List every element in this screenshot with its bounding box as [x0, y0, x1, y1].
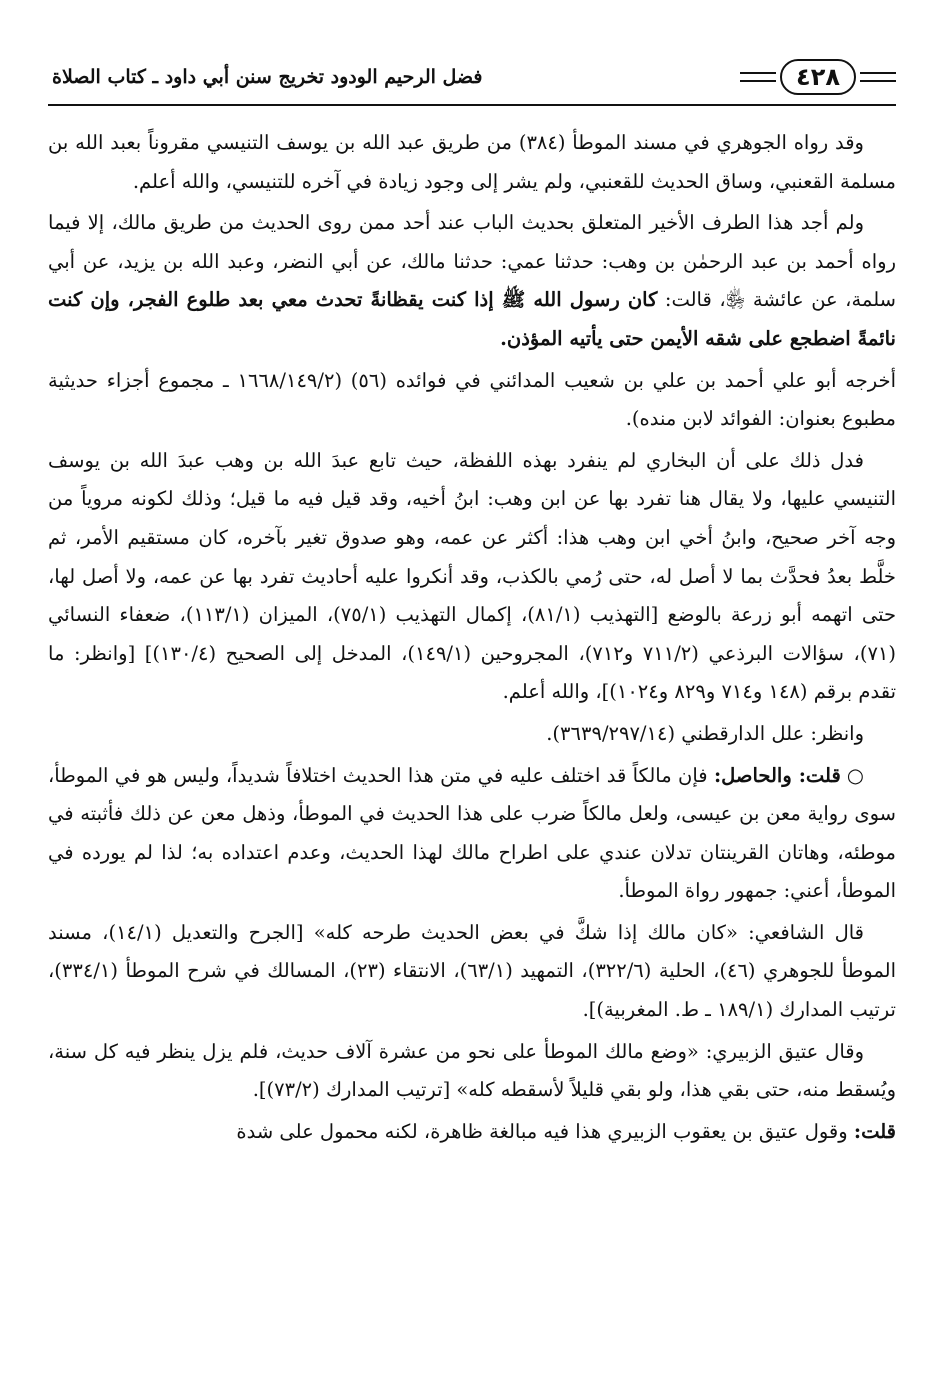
- paragraph: [48, 1113, 896, 1152]
- note-label: قلت:: [853, 1119, 896, 1143]
- paragraph: [48, 204, 896, 358]
- paragraph-text: فإن مالكاً قد اختلف عليه في متن هذا الحديث اختلافاً شديداً، وليس هو في الموطأ، سوى رواية معن بن عيسى، ولعل مالكاً ضرب على هذا الحديث في الموطأ، وذهل معن عن ذلك فأثبته في موطئه، وهاتان القرينتان تدلان عندي على اطراح مالك لهذا الحديث، وعدم اعتداده به؛ لذا لم يورده في الموطأ، أعني: جمهور رواة الموطأ.: [48, 763, 896, 903]
- page-number-frame: [740, 59, 896, 95]
- paragraph: وقال عتيق الزبيري: «وضع مالك الموطأ على نحو من عشرة آلاف حديث، فلم يزل ينظر فيه كل سنة، ويُسقط منه، حتى بقي هذا، ولو بقي قليلاً لأسقطه كله» [ترتيب المدارك (٧٣/٢)].: [48, 1039, 896, 1102]
- paragraph-text: وقول عتيق بن يعقوب الزبيري هذا فيه مبالغة ظاهرة، لكنه محمول على شدة: [236, 1119, 854, 1143]
- page-number: ٤٢٨: [780, 59, 856, 95]
- page-body: [48, 124, 896, 1151]
- conclusion-label: قلت: والحاصل:: [713, 763, 841, 787]
- paragraph: قال الشافعي: «كان مالك إذا شكَّ في بعض الحديث طرحه كله» [الجرح والتعديل (١٤/١)، مسند الموطأ للجوهري (٤٦)، الحلية (٣٢٢/٦)، التمهيد (٦٣/١)، الانتقاء (٢٣)، المسالك في شرح الموطأ (٣٣٤/١)، ترتيب المدارك (١٨٩/١ ـ ط. المغربية)].: [48, 920, 896, 1022]
- paragraph: وقد رواه الجوهري في مسند الموطأ (٣٨٤) من طريق عبد الله بن يوسف التنيسي مقروناً بعبد الله بن مسلمة القعنبي، وساق الحديث للقعنبي، ولم يشر إلى وجود زيادة في آخره للتنيسي، والله أعلم.: [48, 131, 896, 193]
- running-header: [48, 52, 896, 102]
- circle-bullet-icon: ○: [846, 763, 864, 787]
- header-ornament-line: [860, 72, 896, 82]
- book-title: فضل الرحيم الودود تخريج سنن أبي داود ـ كتاب الصلاة: [52, 66, 483, 88]
- paragraph-text: ولم أجد هذا الطرف الأخير المتعلق بحديث الباب عند أحد ممن روى الحديث من طريق مالك، إلا فيما رواه أحمد بن عبد الرحمٰن بن وهب: حدثنا عمي: حدثنا مالك، عن أبي النضر، وعبد الله بن يزيد، عن أبي سلمة، عن عائشة ﵂، قالت:: [48, 211, 896, 312]
- hadith-text: كان رسول الله ﷺ إذا كنت يقظانةً تحدث معي بعد طلوع الفجر، وإن كنت نائمةً اضطجع على شقه الأيمن حتى يأتيه المؤذن.: [48, 288, 896, 350]
- paragraph: فدل ذلك على أن البخاري لم ينفرد بهذه اللفظة، حيث تابع عبدَ الله بن وهب عبدَ الله بن يوسف التنيسي عليها، ولا يقال هنا تفرد بها عن ابن وهب: ابنُ أخيه، وقد قيل فيه ما قيل؛ وذلك لكونه مروياً من وجه آخر صحيح، وابنُ أخي ابن وهب هذا: أكثر عن عمه، وهو صدوق تغير بآخره، كان مستقيم الأمر، ثم خلَّط بعدُ فحدَّث بما لا أصل له، حتى رُمي بالكذب، وقد أنكروا عليه أحاديث تفرد بها عن عمه، ولا أصل لها، حتى اتهمه أبو زرعة بالوضع [التهذيب (٨١/١)، إكمال التهذيب (٧٥/١)، الميزان (١١٣/١)، ضعفاء النسائي (٧١)، سؤالات البرذعي (٧١١/٢ و٧١٢)، المجروحين (١٤٩/١)، المدخل إلى الصحيح (١٣٠/٤)] [وانظر: ما تقدم برقم (١٤٨ و٧١٤ و٨٢٩ و١٠٢٤)]، والله أعلم.: [48, 448, 897, 704]
- header-ornament-line: [740, 72, 776, 82]
- paragraph: وانظر: علل الدارقطني (٣٦٣٩/٢٩٧/١٤).: [546, 721, 864, 745]
- paragraph: [48, 757, 896, 911]
- header-rule: [48, 104, 896, 106]
- paragraph: أخرجه أبو علي أحمد بن علي بن شعيب المدائني في فوائده (٥٦) (١٦٦٨/١٤٩/٢ ـ مجموع أجزاء حديثية مطبوع بعنوان: الفوائد لابن منده).: [48, 368, 896, 431]
